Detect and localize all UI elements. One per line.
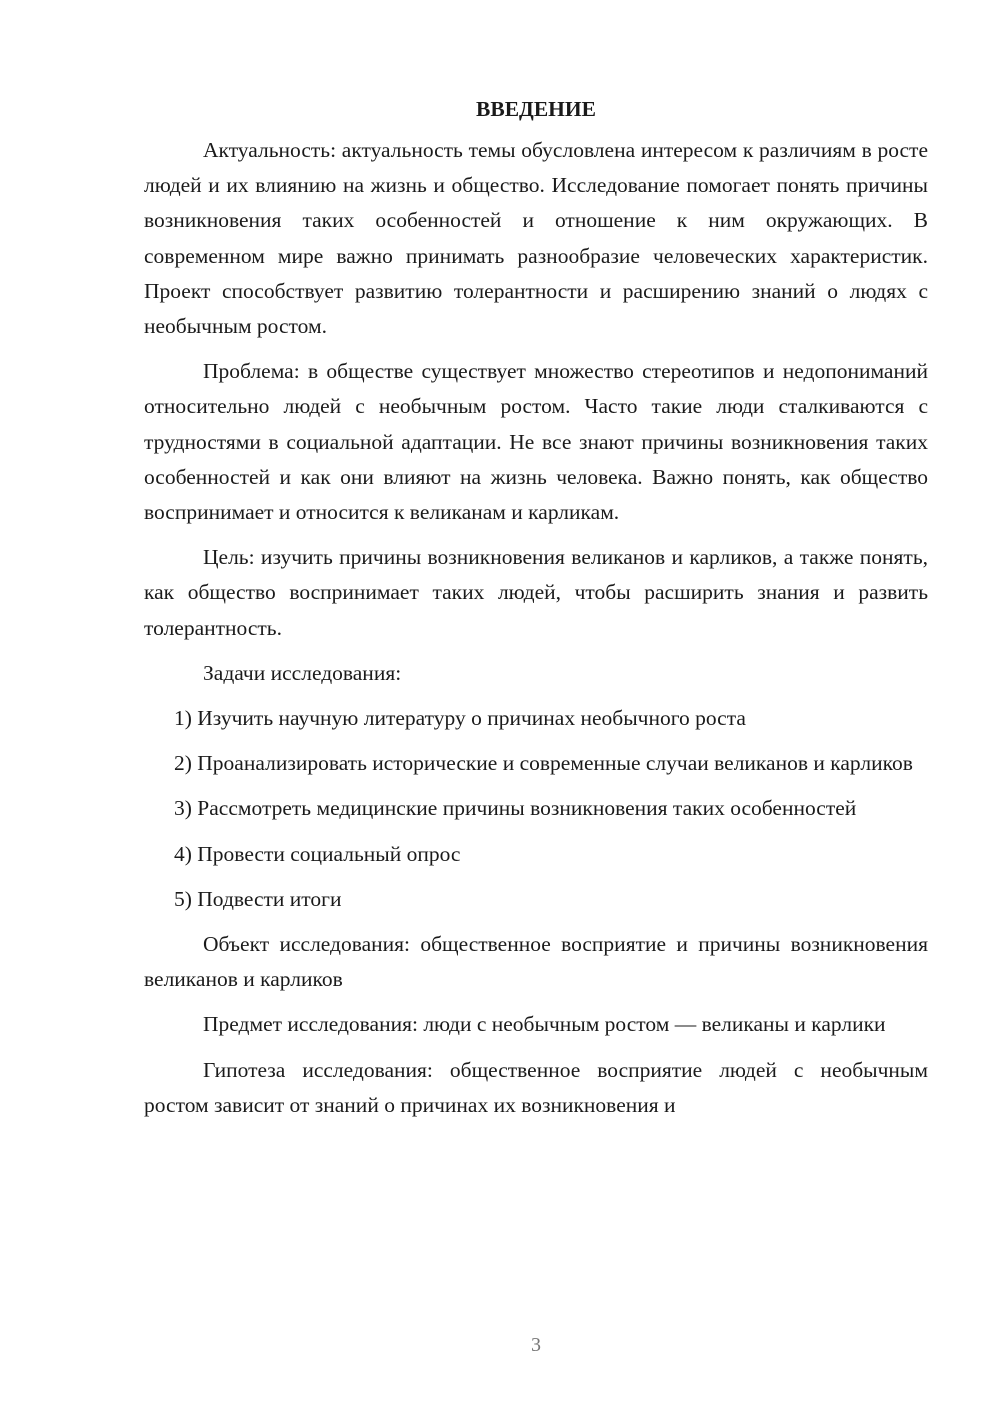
paragraph-hypothesis: Гипотеза исследования: общественное восприятие людей с необычным ростом зависит от знаний о причинах их возникновения и: [144, 1057, 928, 1117]
page-number: 3: [531, 1334, 541, 1356]
task-item-3: 3) Рассмотреть медицинские причины возникновения таких особенностей: [174, 796, 857, 821]
task-item-4: 4) Провести социальный опрос: [174, 841, 461, 866]
paragraph-subject: Предмет исследования: люди с необычным ростом — великаны и карлики: [203, 1012, 886, 1037]
tasks-heading: Задачи исследования:: [203, 660, 402, 685]
task-item-2: 2) Проанализировать исторические и современные случаи великанов и карликов: [174, 751, 913, 776]
paragraph-object: Объект исследования: общественное восприятие и причины возникновения великанов и карликов: [144, 932, 928, 992]
paragraph-goal: Цель: изучить причины возникновения великанов и карликов, а также понять, как общество воспринимает таких людей, чтобы расширить знания и развить толерантность.: [144, 545, 928, 640]
task-item-5: 5) Подвести итоги: [174, 886, 342, 911]
paragraph-problem: Проблема: в обществе существует множество стереотипов и недопониманий относительно людей с необычным ростом. Часто такие люди сталкиваются с трудностями в социальной адаптации. Не все знают причины возникновения таких особенностей и как они влияют на жизнь человека. Важно понять, как общество воспринимает и относится к великанам и карликам.: [144, 359, 928, 525]
page-title: ВВЕДЕНИЕ: [476, 97, 596, 121]
paragraph-relevance: Актуальность: актуальность темы обусловлена интересом к различиям в росте людей и их влиянию на жизнь и общество. Исследование помогает понять причины возникновения таких особенностей и отношение к ним окружающих. В современном мире важно принимать разнообразие человеческих характеристик. Проект способствует развитию толерантности и расширению знаний о людях с необычным ростом.: [144, 138, 928, 339]
document-page: [144, 92, 928, 1133]
task-item-1: 1) Изучить научную литературу о причинах необычного роста: [174, 706, 746, 731]
